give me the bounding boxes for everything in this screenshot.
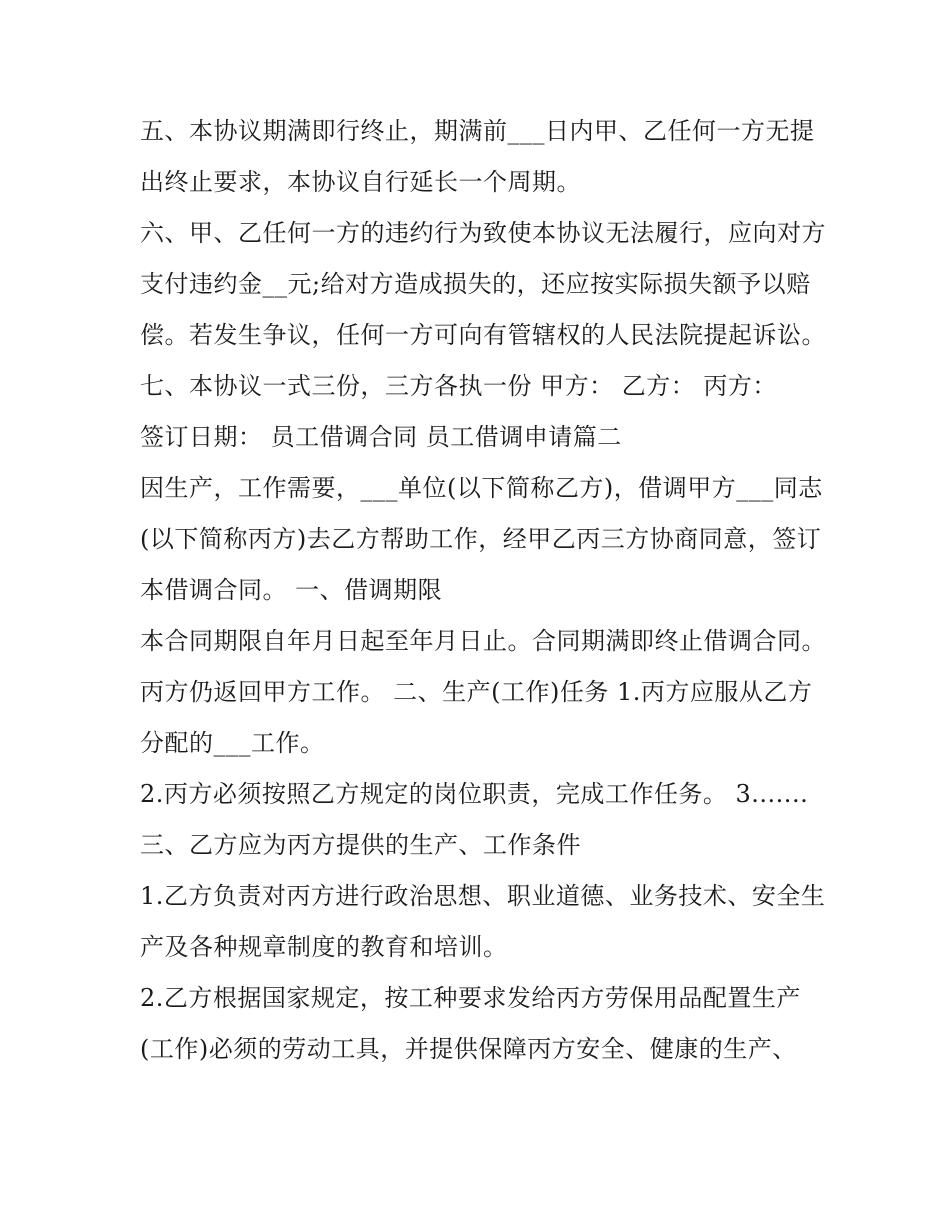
section-three-heading: 三、乙方应为丙方提供的生产、工作条件 xyxy=(140,831,581,859)
duties-paragraph: 2.丙方必须按照乙方规定的岗位职责，完成工作任务。 3....... xyxy=(140,780,809,808)
clause-seven-paragraph: 七、本协议一式三份，三方各执一份 甲方： 乙方： 丙方： xyxy=(140,372,777,400)
equipment-paragraph: 2.乙方根据国家规定，按工种要求发给丙方劳保用品配置生产(工作)必须的劳动工具，并提供保障丙方安全、健康的生产、 xyxy=(140,984,801,1063)
clause-five-paragraph: 五、本协议期满即行终止，期满前___日内甲、乙任何一方无提出终止要求，本协议自行延长一个周期。 xyxy=(140,117,815,196)
training-paragraph: 1.乙方负责对丙方进行政治思想、职业道德、业务技术、安全生产及各种规章制度的教育和培训。 xyxy=(140,882,826,961)
secondment-intro-paragraph: 因生产，工作需要，___单位(以下简称乙方)，借调甲方___同志(以下简称丙方)去乙方帮助工作，经甲乙丙三方协商同意，签订本借调合同。 一、借调期限 xyxy=(140,474,823,604)
clause-six-paragraph: 六、甲、乙任何一方的违约行为致使本协议无法履行，应向对方支付违约金__元;给对方造成损失的，还应按实际损失额予以赔偿。若发生争议，任何一方可向有管辖权的人民法院提起诉讼。 xyxy=(140,219,826,349)
signing-date-line: 签订日期： 员工借调合同 员工借调申请篇二 xyxy=(140,423,622,451)
contract-term-paragraph: 本合同期限自年月日起至年月日止。合同期满即终止借调合同。丙方仍返回甲方工作。 二、生产(工作)任务 1.丙方应服从乙方分配的___工作。 xyxy=(140,627,826,757)
